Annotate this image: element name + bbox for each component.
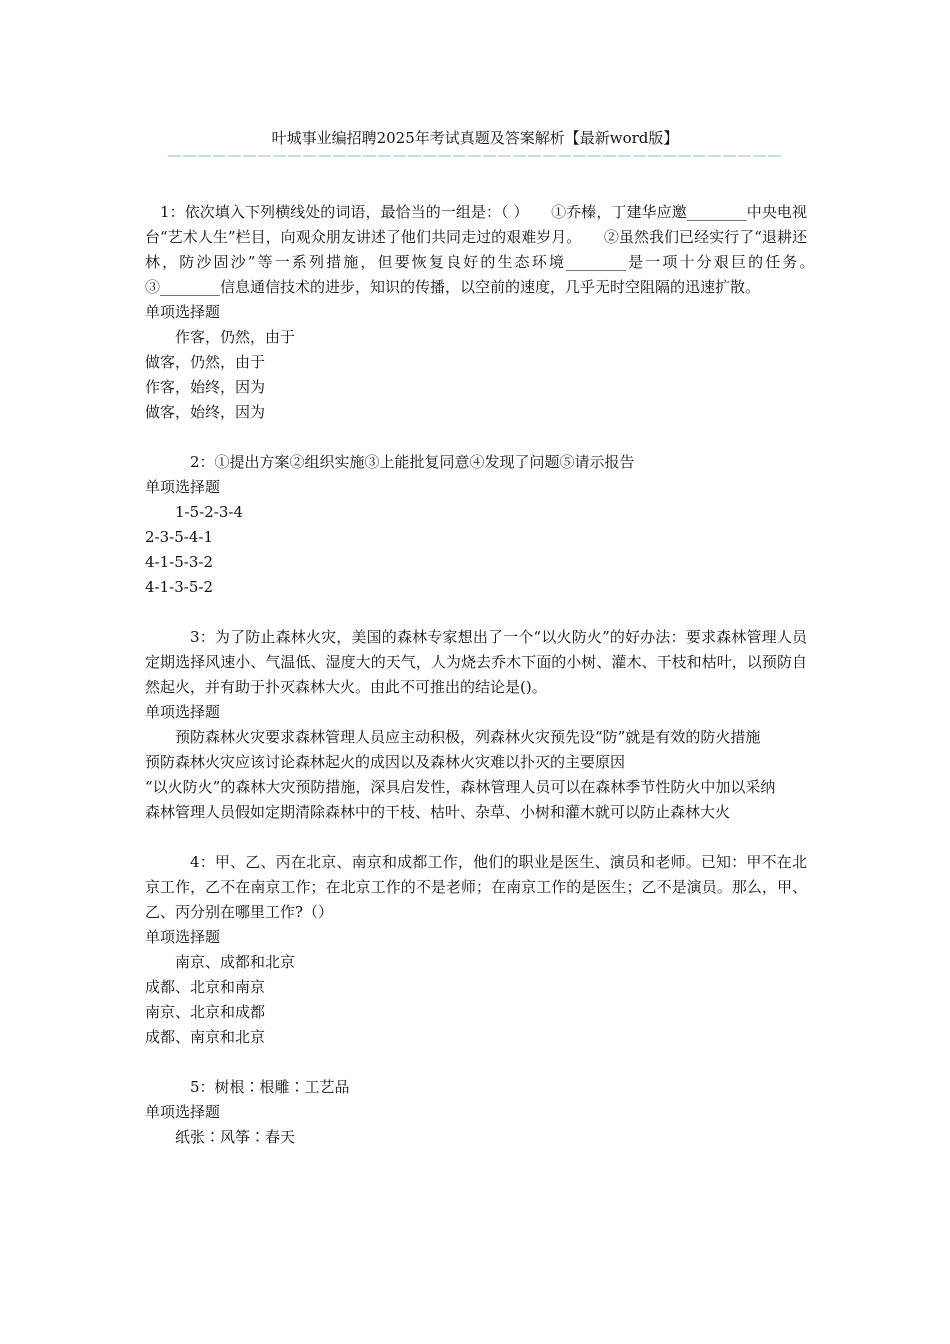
document-title: 叶城事业编招聘2025年考试真题及答案解析【最新word版】 — [271, 129, 679, 147]
option-b[interactable]: 做客，仍然，由于 — [145, 353, 266, 371]
question-number: 1： — [160, 203, 185, 221]
option-d[interactable]: 森林管理人员假如定期清除森林中的干枝、枯叶、杂草、小树和灌木就可以防止森林大火 — [145, 803, 731, 821]
question-type-label: 单项选择题 — [145, 703, 221, 721]
option-d[interactable]: 成都、南京和北京 — [145, 1028, 266, 1046]
question-stem — [145, 450, 807, 475]
option-d[interactable]: 4-1-3-5-2 — [145, 578, 213, 596]
option-c[interactable]: “以火防火”的森林大灾预防措施，深具启发性，森林管理人员可以在森林季节性防火中加以采纳 — [145, 778, 776, 796]
option-a[interactable]: 纸张∶风筝∶春天 — [175, 1128, 296, 1146]
question-number: 5： — [190, 1078, 215, 1096]
title-divider: ————————————————————————————————————————— — [167, 148, 783, 164]
option-b[interactable]: 预防森林火灾应该讨论森林起火的成因以及森林火灾难以扑灭的主要原因 — [145, 753, 626, 771]
option-c[interactable]: 作客，始终，因为 — [145, 378, 266, 396]
option-a[interactable]: 1-5-2-3-4 — [175, 503, 243, 521]
question-stem — [145, 1075, 807, 1100]
question-3 — [145, 625, 807, 825]
question-number: 4： — [190, 853, 215, 871]
question-stem — [145, 850, 807, 925]
question-stem — [145, 200, 838, 300]
question-text: 为了防止森林火灾，美国的森林专家想出了一个“以火防火”的好办法：要求森林管理人员定期选择风速小、气温低、湿度大的天气，人为烧去乔木下面的小树、灌木、干枝和枯叶，以预防自然起火，并有助于扑灭森林大火。由此不可推出的结论是()。 — [145, 628, 807, 696]
question-text: 依次填入下列横线处的词语，最恰当的一组是：（ ） ①乔榛，丁建华应邀________中央电视台“艺术人生”栏目，向观众朋友讲述了他们共同走过的艰难岁月。 ②虽然我们已经实行了“退耕还林，防沙固沙”等一系列措施，但要恢复良好的生态环境________是一项十分艰巨的任务。 ③________信息通信技术的进步，知识的传播，以空前的速度，几乎无时空阻隔的迅速扩散。 — [145, 203, 838, 296]
option-a[interactable]: 作客，仍然，由于 — [175, 328, 296, 346]
question-text: 树根∶根雕∶工艺品 — [214, 1078, 350, 1096]
question-4 — [145, 850, 807, 1050]
question-stem — [145, 625, 807, 700]
question-number: 3： — [190, 628, 215, 646]
option-d[interactable]: 做客，始终，因为 — [145, 403, 266, 421]
question-type-label: 单项选择题 — [145, 478, 221, 496]
question-number: 2： — [190, 453, 215, 471]
option-a[interactable]: 南京、成都和北京 — [175, 953, 296, 971]
option-b[interactable]: 2-3-5-4-1 — [145, 528, 213, 546]
question-type-label: 单项选择题 — [145, 303, 221, 321]
question-text: ①提出方案②组织实施③上能批复同意④发现了问题⑤请示报告 — [214, 453, 635, 471]
option-c[interactable]: 4-1-5-3-2 — [145, 553, 213, 571]
option-b[interactable]: 成都、北京和南京 — [145, 978, 266, 996]
option-c[interactable]: 南京、北京和成都 — [145, 1003, 266, 1021]
question-1 — [145, 200, 838, 425]
question-type-label: 单项选择题 — [145, 928, 221, 946]
question-2 — [145, 450, 807, 600]
question-type-label: 单项选择题 — [145, 1103, 221, 1121]
question-text: 甲、乙、丙在北京、南京和成都工作，他们的职业是医生、演员和老师。已知：甲不在北京工作，乙不在南京工作；在北京工作的不是老师；在南京工作的是医生；乙不是演员。那么，甲、乙、丙分别在哪里工作?（） — [145, 853, 807, 921]
question-5 — [145, 1075, 807, 1150]
option-a[interactable]: 预防森林火灾要求森林管理人员应主动积极，列森林火灾预先设“防”就是有效的防火措施 — [175, 728, 761, 746]
question-list — [145, 200, 838, 1175]
